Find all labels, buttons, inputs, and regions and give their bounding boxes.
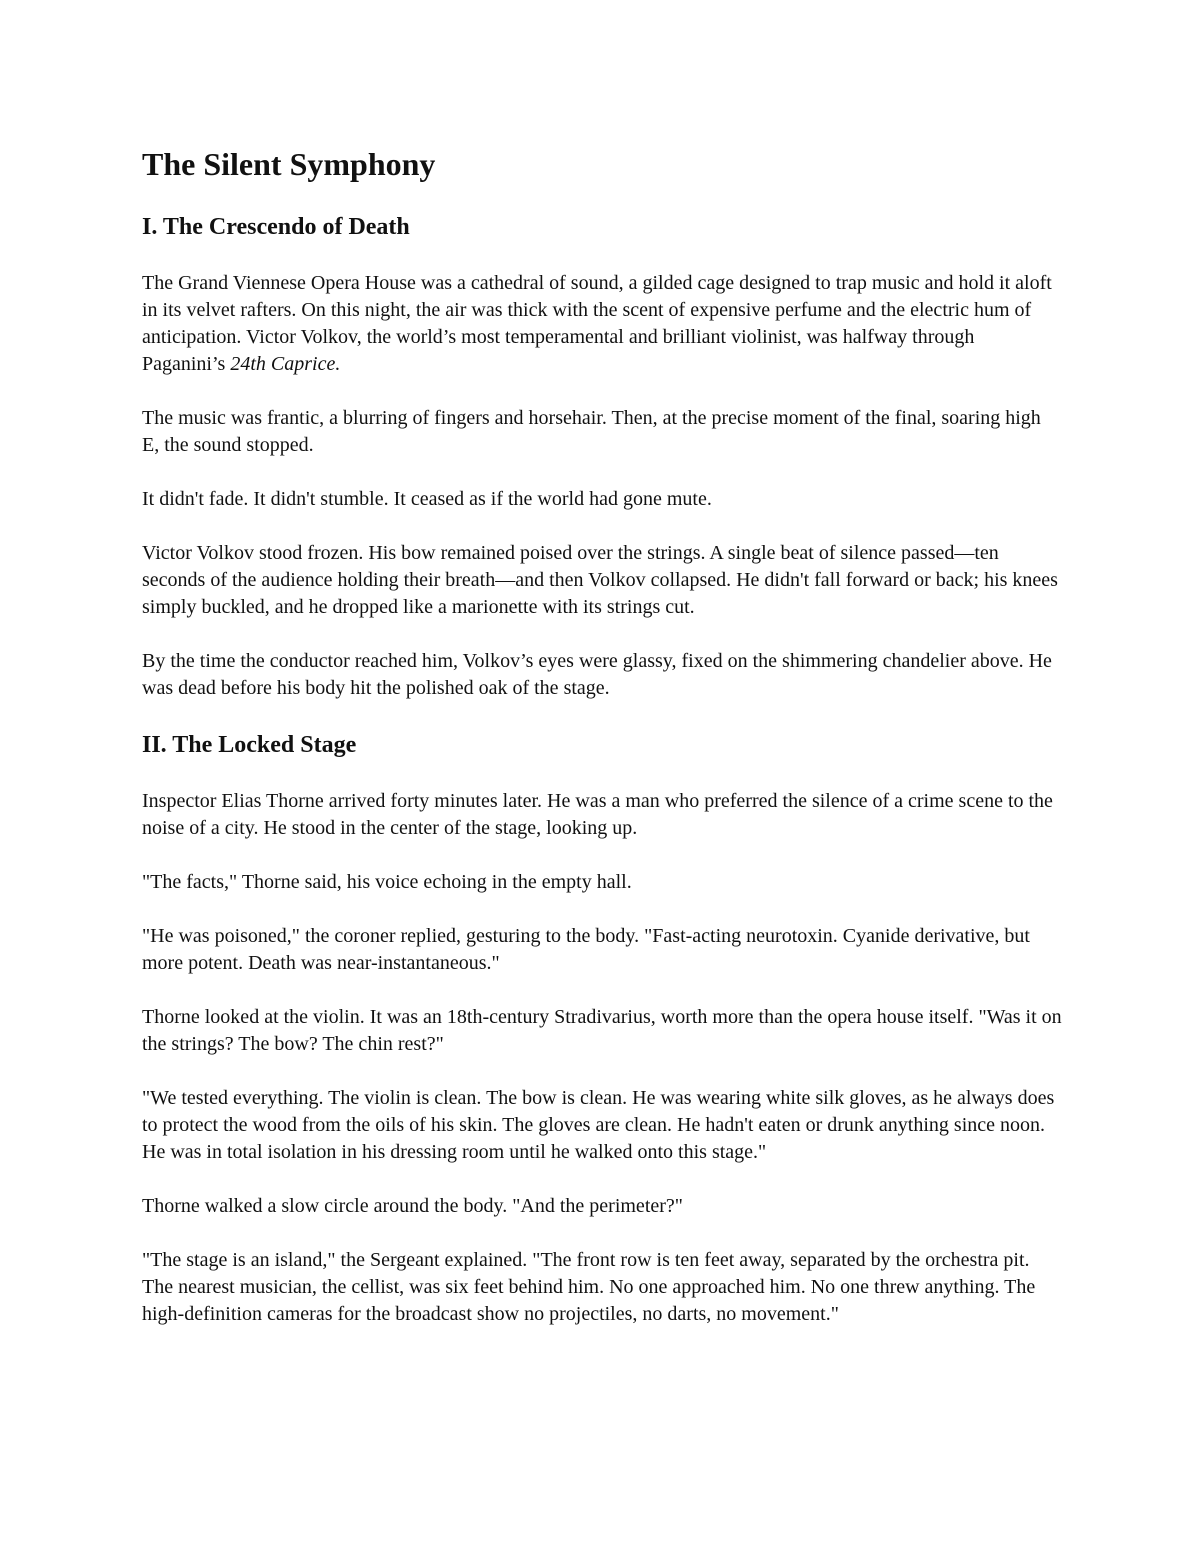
paragraph-1-2: The music was frantic, a blurring of fingers and horsehair. Then, at the precise moment of the final, soaring high E, the sound stopped. (142, 407, 1041, 456)
paragraph-2-5: "We tested everything. The violin is clean. The bow is clean. He was wearing white silk gloves, as he always does to protect the wood from the oils of his skin. The gloves are clean. He hadn't eaten or drunk anything since noon. He was in total isolation in his dressing room until he walked onto this stage." (142, 1087, 1055, 1163)
paragraph-1-4: Victor Volkov stood frozen. His bow remained poised over the strings. A single beat of silence passed—ten seconds of the audience holding their breath—and then Volkov collapsed. He didn't fall forward or back; his knees simply buckled, and he dropped like a marionette with its strings cut. (142, 542, 1058, 618)
document-title: The Silent Symphony (142, 146, 436, 182)
paragraph-1-5: By the time the conductor reached him, Volkov’s eyes were glassy, fixed on the shimmering chandelier above. He was dead before his body hit the polished oak of the stage. (142, 650, 1052, 699)
paragraph-1-1-text: The Grand Viennese Opera House was a cathedral of sound, a gilded cage designed to trap music and hold it aloft in its velvet rafters. On this night, the air was thick with the scent of expensive perfume and the electric hum of anticipation. Victor Volkov, the world’s most temperamental and brilliant violinist, was halfway through Paganini’s (142, 272, 1052, 375)
paragraph-2-4: Thorne looked at the violin. It was an 18th-century Stradivarius, worth more than the opera house itself. "Was it on the strings? The bow? The chin rest?" (142, 1006, 1062, 1055)
paragraph-2-2: "The facts," Thorne said, his voice echoing in the empty hall. (142, 871, 632, 893)
section-heading-2: II. The Locked Stage (142, 732, 357, 758)
paragraph-2-3: "He was poisoned," the coroner replied, gesturing to the body. "Fast-acting neurotoxin. Cyanide derivative, but more potent. Death was near-instantaneous." (142, 925, 1030, 974)
document-page (142, 120, 1062, 1328)
paragraph-2-6: Thorne walked a slow circle around the body. "And the perimeter?" (142, 1195, 683, 1217)
paragraph-2-7: "The stage is an island," the Sergeant explained. "The front row is ten feet away, separated by the orchestra pit. The nearest musician, the cellist, was six feet behind him. No one approached him. No one threw anything. The high-definition cameras for the broadcast show no projectiles, no darts, no movement." (142, 1249, 1036, 1325)
paragraph-2-1: Inspector Elias Thorne arrived forty minutes later. He was a man who preferred the silence of a crime scene to the noise of a city. He stood in the center of the stage, looking up. (142, 790, 1053, 839)
paragraph-1-1 (142, 270, 1062, 378)
section-heading-1: I. The Crescendo of Death (142, 214, 410, 240)
caprice-title: 24th Caprice. (230, 353, 341, 375)
paragraph-1-3: It didn't fade. It didn't stumble. It ceased as if the world had gone mute. (142, 488, 712, 510)
